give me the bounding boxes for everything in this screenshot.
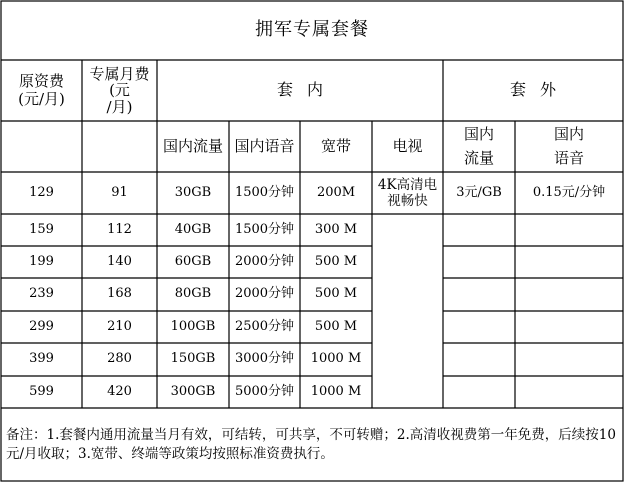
cell-base-fee: 299 — [29, 318, 54, 334]
cell-broadband: 500 M — [314, 318, 358, 334]
cell-base-fee: 599 — [29, 383, 54, 399]
cell-domestic-voice: 2000分钟 — [234, 286, 295, 302]
subheader-tv: 电视 — [392, 136, 423, 155]
header-out-package: 套外 — [509, 80, 570, 100]
cell-exclusive-fee: 168 — [107, 286, 132, 302]
subheader-domestic-voice: 国内语音 — [234, 136, 295, 155]
out-voice-rate: 0.15元/分钟 — [532, 184, 606, 200]
cell-domestic-voice: 2000分钟 — [234, 253, 295, 269]
header-in-package: 套内 — [276, 80, 337, 100]
cell-broadband: 200M — [316, 184, 356, 200]
cell-base-fee: 159 — [29, 221, 54, 237]
cell-exclusive-fee: 140 — [107, 253, 132, 269]
cell-exclusive-fee: 280 — [107, 351, 132, 367]
tv-service: 4K高清电视畅快 — [377, 176, 438, 209]
cell-domestic-voice: 2500分钟 — [234, 318, 295, 334]
cell-base-fee: 399 — [29, 351, 54, 367]
cell-broadband: 500 M — [314, 286, 358, 302]
cell-broadband: 300 M — [314, 221, 358, 237]
cell-broadband: 500 M — [314, 253, 358, 269]
cell-base-fee: 199 — [29, 253, 54, 269]
cell-exclusive-fee: 91 — [111, 184, 128, 200]
cell-domestic-data: 300GB — [170, 383, 216, 399]
subheader-out-voice: 国内 语音 — [553, 125, 584, 167]
cell-domestic-data: 150GB — [170, 351, 216, 367]
cell-domestic-voice: 3000分钟 — [234, 351, 295, 367]
cell-broadband: 1000 M — [310, 351, 362, 367]
cell-domestic-data: 40GB — [174, 221, 212, 237]
cell-exclusive-fee: 210 — [107, 318, 132, 334]
subheader-domestic-data: 国内流量 — [162, 136, 223, 155]
subheader-out-data: 国内 流量 — [463, 125, 494, 167]
table-title: 拥军专属套餐 — [255, 19, 369, 41]
cell-exclusive-fee: 420 — [107, 383, 132, 399]
cell-domestic-data: 30GB — [174, 184, 212, 200]
cell-domestic-voice: 1500分钟 — [234, 184, 295, 200]
cell-domestic-data: 100GB — [170, 318, 216, 334]
cell-domestic-data: 60GB — [174, 253, 212, 269]
cell-base-fee: 129 — [29, 184, 54, 200]
header-exclusive-fee: 专属月费 (元 /月) — [89, 64, 150, 116]
cell-base-fee: 239 — [29, 286, 54, 302]
footnote: 备注：1.套餐内通用流量当月有效，可结转，可共享，不可转赠；2.高清收视费第一年免费，后续按10元/月收取；3.宽带、终端等政策均按照标准资费执行。 — [6, 427, 616, 462]
cell-domestic-data: 80GB — [174, 286, 212, 302]
out-data-rate: 3元/GB — [456, 184, 502, 200]
subheader-broadband: 宽带 — [320, 136, 351, 155]
cell-exclusive-fee: 112 — [107, 221, 132, 237]
cell-domestic-voice: 5000分钟 — [234, 383, 295, 399]
header-base-fee: 原资费 (元/月) — [18, 72, 65, 108]
cell-broadband: 1000 M — [310, 383, 362, 399]
cell-domestic-voice: 1500分钟 — [234, 221, 295, 237]
